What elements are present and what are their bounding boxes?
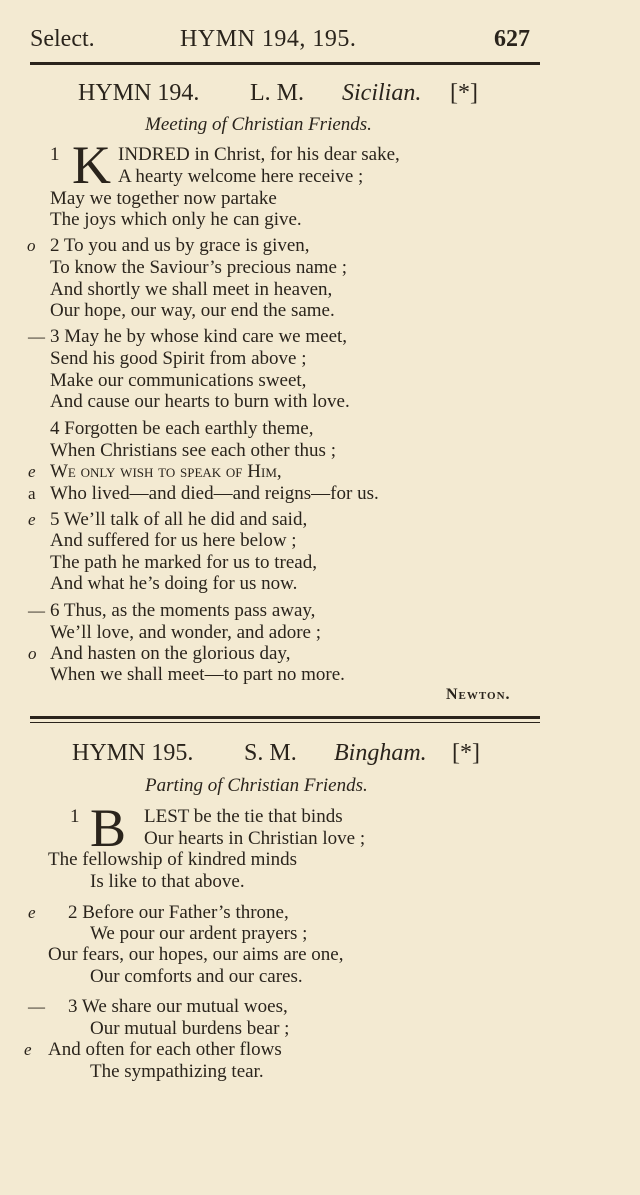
hymn-194-line: Send his good Spirit from above ;	[50, 348, 307, 369]
hymn-195-line: Our mutual burdens bear ;	[90, 1018, 290, 1039]
dynamic-mark: o	[28, 644, 37, 663]
hymn-194-line: INDRED in Christ, for his dear sake,	[118, 144, 400, 165]
dynamic-mark: e	[28, 462, 36, 481]
hymn-195-line: 3 We share our mutual woes,	[68, 996, 288, 1017]
hymn-194-line: A hearty welcome here receive ;	[118, 166, 364, 187]
hymn-195-line: Our hearts in Christian love ;	[144, 828, 366, 849]
hymn-195-stanza-1-number: 1	[70, 806, 80, 827]
hymn-195-flag: [*]	[452, 740, 480, 766]
hymn-195-subtitle: Parting of Christian Friends.	[145, 775, 368, 796]
hymn-195-line: The fellowship of kindred minds	[48, 849, 298, 870]
hymn-195-meter: S. M.	[244, 740, 297, 766]
hymn-195-line: LEST be the tie that binds	[144, 806, 343, 827]
dynamic-mark: o	[27, 236, 36, 255]
section-label: Select.	[30, 26, 95, 52]
hymn-195-title	[0, 740, 640, 772]
hymn-194-title	[0, 80, 640, 112]
header-rule	[30, 62, 540, 65]
hymn-194-flag: [*]	[450, 80, 478, 106]
hymn-194-line: And what he’s doing for us now.	[50, 573, 298, 594]
hymn-195-dropcap: B	[90, 798, 127, 858]
hymn-194-line: We only wish to speak of Him,	[50, 461, 282, 482]
dynamic-mark: e	[24, 1040, 32, 1059]
hymn-195-line: Is like to that above.	[90, 871, 245, 892]
hymn-195-number: HYMN 195.	[72, 740, 194, 766]
running-head	[0, 26, 640, 60]
running-title: HYMN 194, 195.	[180, 26, 357, 52]
hymn-194-line: And shortly we shall meet in heaven,	[50, 279, 333, 300]
hymn-194-line: 5 We’ll talk of all he did and said,	[50, 509, 308, 530]
hymn-194-line: 2 To you and us by grace is given,	[50, 235, 310, 256]
page-number: 627	[494, 26, 530, 52]
hymn-194-line: We’ll love, and wonder, and adore ;	[50, 622, 322, 643]
hymn-195-line: Our fears, our hopes, our aims are one,	[48, 944, 344, 965]
hymn-195-line: The sympathizing tear.	[90, 1061, 264, 1082]
hymn-194-line: The joys which only he can give.	[50, 209, 302, 230]
dynamic-mark: e	[28, 510, 36, 529]
dynamic-mark: a	[28, 484, 36, 503]
hymn-195-line: And often for each other flows	[48, 1039, 282, 1060]
hymn-194-tune: Sicilian.	[342, 80, 422, 106]
hymn-195-line: We pour our ardent prayers ;	[90, 923, 308, 944]
dynamic-mark: —	[28, 997, 45, 1016]
hymn-194-line: Our hope, our way, our end the same.	[50, 300, 335, 321]
hymn-195-line: Our comforts and our cares.	[90, 966, 303, 987]
hymn-194-line: And hasten on the glorious day,	[50, 643, 291, 664]
hymn-194-line: Make our communications sweet,	[50, 370, 307, 391]
hymn-194-line: And cause our hearts to burn with love.	[50, 391, 350, 412]
dynamic-mark: —	[28, 601, 45, 620]
hymn-194-line: May we together now partake	[50, 188, 277, 209]
hymn-195-line: 2 Before our Father’s throne,	[68, 902, 289, 923]
hymn-194-line: The path he marked for us to tread,	[50, 552, 317, 573]
hymn-194-dropcap: K	[72, 135, 111, 195]
hymn-194-line: And suffered for us here below ;	[50, 530, 297, 551]
hymn-194-author: Newton.	[446, 686, 511, 703]
hymn-194-line: Who lived—and died—and reigns—for us.	[50, 483, 379, 504]
hymn-194-stanza-1-number: 1	[50, 144, 60, 165]
hymn-divider	[30, 722, 540, 723]
hymn-194-line: 4 Forgotten be each earthly theme,	[50, 418, 314, 439]
hymn-divider	[30, 716, 540, 719]
hymn-194-subtitle: Meeting of Christian Friends.	[145, 114, 372, 135]
hymn-195-tune: Bingham.	[334, 740, 427, 766]
hymn-194-line: 6 Thus, as the moments pass away,	[50, 600, 316, 621]
hymn-194-line: 3 May he by whose kind care we meet,	[50, 326, 348, 347]
hymn-194-meter: L. M.	[250, 80, 304, 106]
hymn-194-line: When Christians see each other thus ;	[50, 440, 336, 461]
hymn-194-line: When we shall meet—to part no more.	[50, 664, 345, 685]
dynamic-mark: e	[28, 903, 36, 922]
hymn-194-line: To know the Saviour’s precious name ;	[50, 257, 347, 278]
hymn-194-number: HYMN 194.	[78, 80, 200, 106]
dynamic-mark: —	[28, 327, 45, 346]
